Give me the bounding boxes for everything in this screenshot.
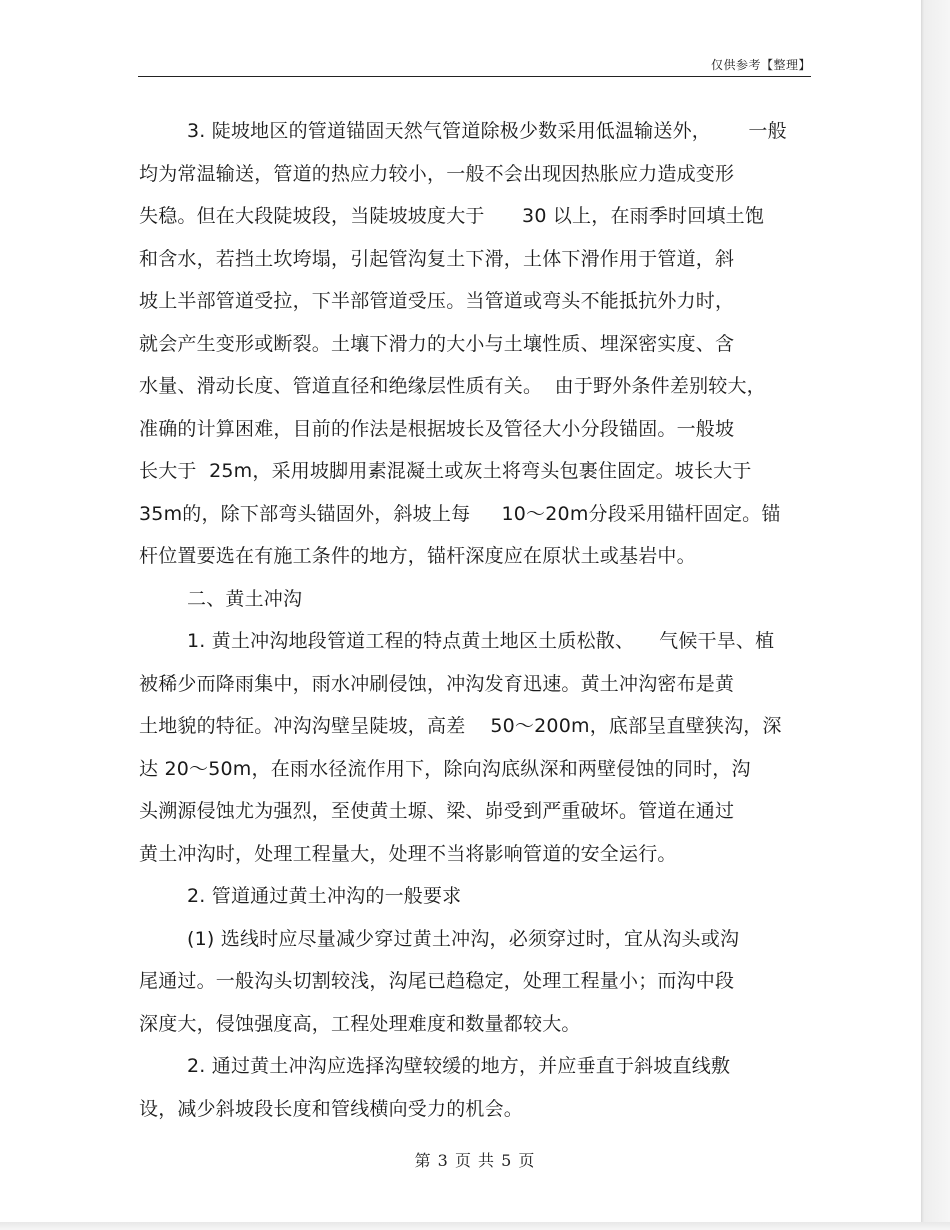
subsection-heading: 2. 管道通过黄土冲沟的一般要求	[187, 885, 462, 907]
paragraph-line: 2. 通过黄土冲沟应选择沟壁较缓的地方，并应垂直于斜坡直线敷	[187, 1055, 731, 1077]
page-bottom-shadow	[0, 1222, 950, 1230]
paragraph-line: 就会产生变形或断裂。土壤下滑力的大小与土壤性质、埋深密实度、含	[139, 332, 735, 355]
paragraph-line: 头溯源侵蚀尤为强烈，至使黄土塬、梁、峁受到严重破坏。管道在通过	[139, 800, 735, 822]
paragraph-line: 3. 陡坡地区的管道锚固天然气管道除极少数采用低温输送外， 一般	[187, 120, 787, 142]
paragraph-line: 黄土冲沟时，处理工程量大，处理不当将影响管道的安全运行。	[139, 842, 677, 865]
page-edge-shadow	[921, 0, 950, 1230]
paragraph-line: 长大于 25m，采用坡脚用素混凝土或灰土将弯头包裹住固定。坡长大于	[139, 460, 752, 482]
header-divider	[138, 76, 811, 77]
document-body	[139, 110, 819, 1130]
paragraph-line: 尾通过。一般沟头切割较浅，沟尾已趋稳定，处理工程量小；而沟中段	[139, 970, 735, 992]
paragraph-line: 杆位置要选在有施工条件的地方，锚杆深度应在原状土或基岩中。	[139, 545, 696, 567]
paragraph-line: 深度大，侵蚀强度高，工程处理难度和数量都较大。	[139, 1012, 581, 1035]
paragraph-line: 被稀少而降雨集中，雨水冲刷侵蚀，冲沟发育迅速。黄土冲沟密布是黄	[139, 672, 735, 695]
paragraph-line: 准确的计算困难，目前的作法是根据坡长及管径大小分段锚固。一般坡	[139, 417, 735, 440]
page-header: 仅供参考【整理】	[710, 58, 811, 72]
paragraph-line: 1. 黄土冲沟地段管道工程的特点黄土地区土质松散、 气候干旱、植	[187, 630, 775, 652]
page-number-footer: 第 3 页 共 5 页	[414, 1151, 536, 1170]
section-heading: 二、黄土冲沟	[187, 587, 303, 610]
paragraph-line: 设，减少斜坡段长度和管线横向受力的机会。	[139, 1097, 524, 1120]
paragraph-line: 失稳。但在大段陡坡段，当陡坡坡度大于 30 以上，在雨季时回填土饱	[139, 205, 765, 227]
paragraph-line: 坡上半部管道受拉，下半部管道受压。当管道或弯头不能抵抗外力时，	[139, 290, 735, 312]
paragraph-line: 均为常温输送，管道的热应力较小，一般不会出现因热胀应力造成变形	[139, 162, 735, 185]
paragraph-line: 35m的，除下部弯头锚固外，斜坡上每 10～20m分段采用锚杆固定。锚	[139, 502, 781, 525]
paragraph-line: 达 20～50m，在雨水径流作用下，除向沟底纵深和两壁侵蚀的同时，沟	[139, 757, 751, 780]
paragraph-line: 土地貌的特征。冲沟沟壁呈陡坡，高差 50～200m，底部呈直壁狭沟，深	[139, 715, 782, 737]
paragraph-line: (1) 选线时应尽量减少穿过黄土冲沟，必须穿过时，宜从沟头或沟	[187, 927, 740, 950]
paragraph-line: 水量、滑动长度、管道直径和绝缘层性质有关。 由于野外条件差别较大，	[139, 375, 766, 397]
paragraph-line: 和含水，若挡土坎垮塌，引起管沟复土下滑，土体下滑作用于管道，斜	[139, 247, 735, 270]
